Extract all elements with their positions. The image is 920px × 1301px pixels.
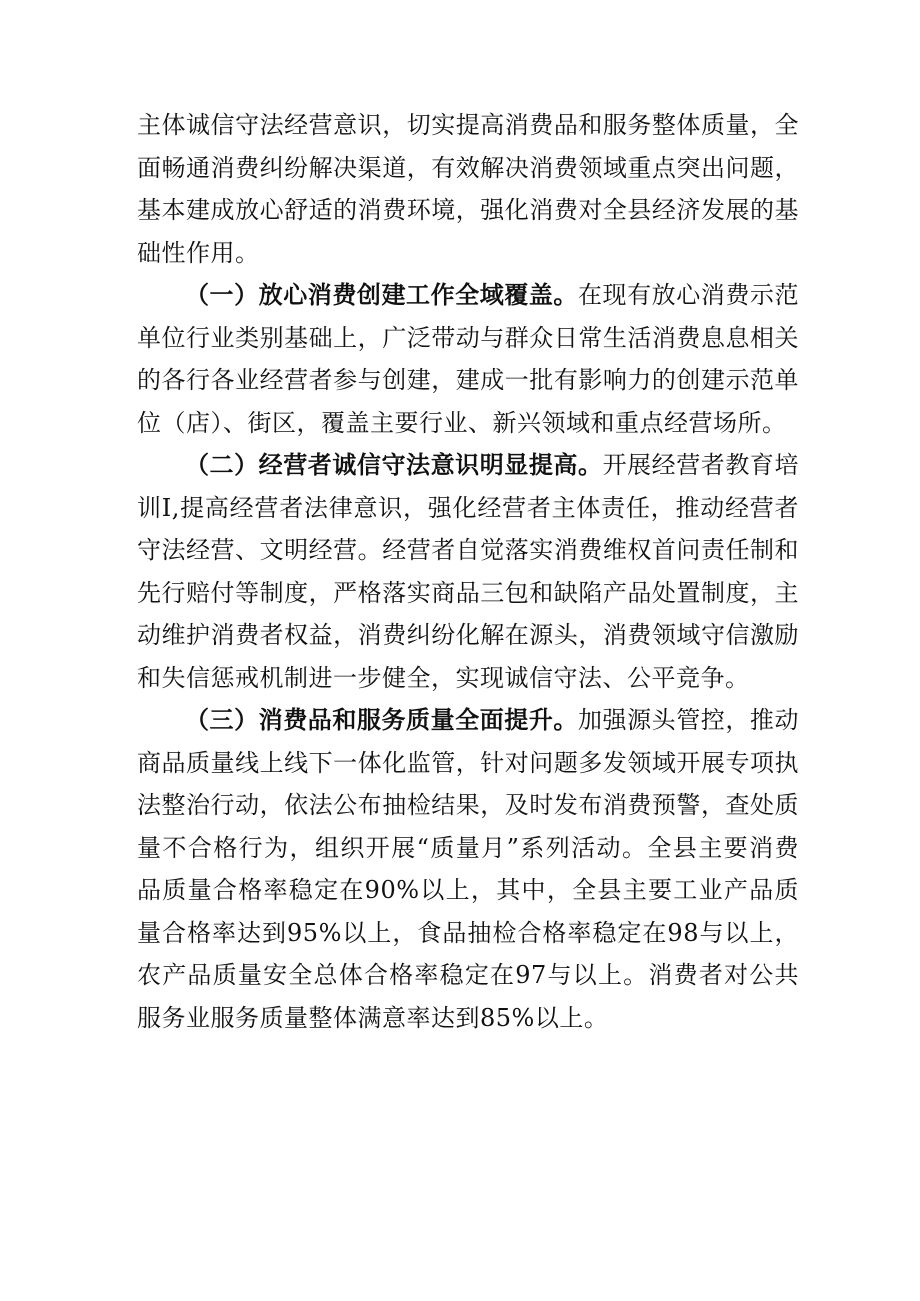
paragraph-section-2 — [137, 444, 799, 699]
paragraph-intro-text: 主体诚信守法经营意识，切实提高消费品和服务整体质量，全面畅通消费纠纷解决渠道，有效解决消费领域重点突出问题，基本建成放心舒适的消费环境，强化消费对全县经济发展的基础性作用。 — [137, 111, 799, 267]
paragraph-section-1 — [137, 274, 799, 444]
document-page — [137, 104, 799, 1039]
paragraph-intro — [137, 104, 799, 274]
section-2-text: 开展经营者教育培训I,提高经营者法律意识，强化经营者主体责任，推动经营者守法经营、文明经营。经营者自觉落实消费维权首问责任制和先行赔付等制度，严格落实商品三包和缺陷产品处置制度，主动维护消费者权益，消费纠纷化解在源头，消费领域守信激励和失信惩戒机制进一步健全，实现诚信守法、公平竞争。 — [137, 451, 799, 692]
section-3-text: 加强源头管控，推动商品质量线上线下一体化监管，针对问题多发领域开展专项执法整治行动，依法公布抽检结果，及时发布消费预警，查处质量不合格行为，组织开展“质量月”系列活动。全县主要消费品质量合格率稳定在90%以上，其中，全县主要工业产品质量合格率达到95%以上，食品抽检合格率稳定在98与以上，农产品质量安全总体合格率稳定在97与以上。消费者对公共服务业服务质量整体满意率达到85%以上。 — [137, 706, 799, 1032]
section-2-heading: （二）经营者诚信守法意识明显提高。 — [185, 451, 603, 479]
section-1-text: 在现有放心消费示范单位行业类别基础上，广泛带动与群众日常生活消费息息相关的各行各业经营者参与创建，建成一批有影响力的创建示范单位（店）、街区，覆盖主要行业、新兴领域和重点经营场所。 — [137, 281, 799, 437]
paragraph-section-3 — [137, 699, 799, 1039]
section-1-heading: （一）放心消费创建工作全域覆盖。 — [185, 281, 578, 309]
section-3-heading: （三）消费品和服务质量全面提升。 — [185, 706, 578, 734]
